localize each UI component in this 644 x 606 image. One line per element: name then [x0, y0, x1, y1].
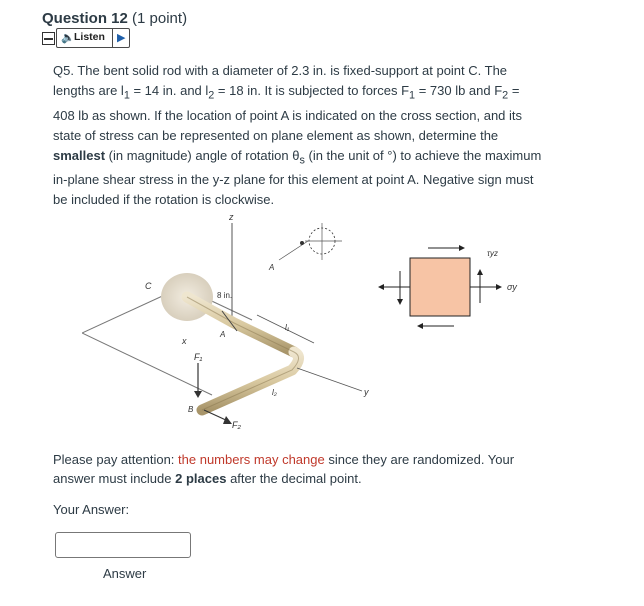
play-icon[interactable]: ▶ [117, 32, 126, 44]
listen-widget [42, 28, 130, 48]
point-a-label: A [220, 330, 226, 339]
tau-label: τyz [487, 249, 498, 258]
z-axis-label: z [229, 212, 234, 222]
note-text: since they are randomized. Your answer must include [53, 452, 515, 486]
subscript: 1 [409, 89, 416, 102]
subscript: s [299, 154, 305, 167]
problem-figure [82, 205, 552, 435]
subscript: 1 [123, 89, 130, 102]
force-f1-label: F₁ [194, 352, 203, 362]
stress-element [410, 258, 470, 316]
force-f2-arrow [204, 410, 228, 421]
plane-line [82, 333, 212, 395]
note-text: after the decimal point. [226, 471, 362, 486]
dimension-label: 8 in. [217, 291, 233, 300]
note-emphasis: 2 places [175, 471, 227, 486]
text-part: (in the unit of °) to achieve the maximum in-plane shear stress in the y-z plane for this element at point A. Negative sign must be included if the rotation is clockwise. [53, 147, 542, 208]
answer-input[interactable] [55, 532, 191, 558]
listen-label: Listen [74, 31, 105, 43]
force-f2-label: F₂ [232, 420, 241, 430]
your-answer-label: Your Answer: [53, 502, 130, 517]
text-part: = 14 in. and l [129, 83, 209, 98]
text-part: = 18 in. It is subjected to forces F [214, 83, 410, 98]
point-b-label: B [188, 405, 194, 414]
emphasis: smallest [53, 147, 106, 163]
sigma-label: σy [507, 282, 517, 292]
l2-label: l₂ [272, 388, 277, 397]
section-a-label: A [269, 263, 275, 272]
listen-button[interactable] [56, 28, 130, 48]
attention-note [53, 450, 533, 488]
question-number: Question 12 [42, 10, 128, 27]
rod-segment [202, 352, 299, 410]
document-icon [42, 32, 55, 45]
speaker-icon: 🔈 [61, 32, 75, 44]
subscript: 2 [208, 89, 215, 102]
x-axis-label: x [182, 336, 187, 346]
question-title [42, 10, 187, 27]
listen-divider [112, 29, 113, 47]
y-axis-label: y [364, 387, 369, 397]
text-part: = 730 lb and F [415, 83, 503, 98]
subscript: 2 [502, 89, 509, 102]
l1-label: l₁ [285, 323, 290, 332]
answer-field-label: Answer [103, 566, 147, 581]
question-text [53, 61, 543, 210]
question-points: (1 point) [132, 10, 188, 27]
note-highlight: the numbers may change [178, 452, 325, 467]
point-a-marker [300, 241, 304, 245]
text-part: Q5. The bent solid rod with a diameter of 2.3 in. is fixed-support at point C. The lengths are l [53, 63, 508, 98]
y-axis [297, 368, 362, 391]
support-label: C [145, 281, 152, 291]
text-part: = 408 lb as shown. If the location of point A is indicated on the cross section, and its state of stress can be represented on plane element as shown, determine the [53, 83, 523, 143]
note-text: Please pay attention: [53, 452, 179, 467]
text-part: (in magnitude) angle of rotation θ [105, 147, 300, 163]
